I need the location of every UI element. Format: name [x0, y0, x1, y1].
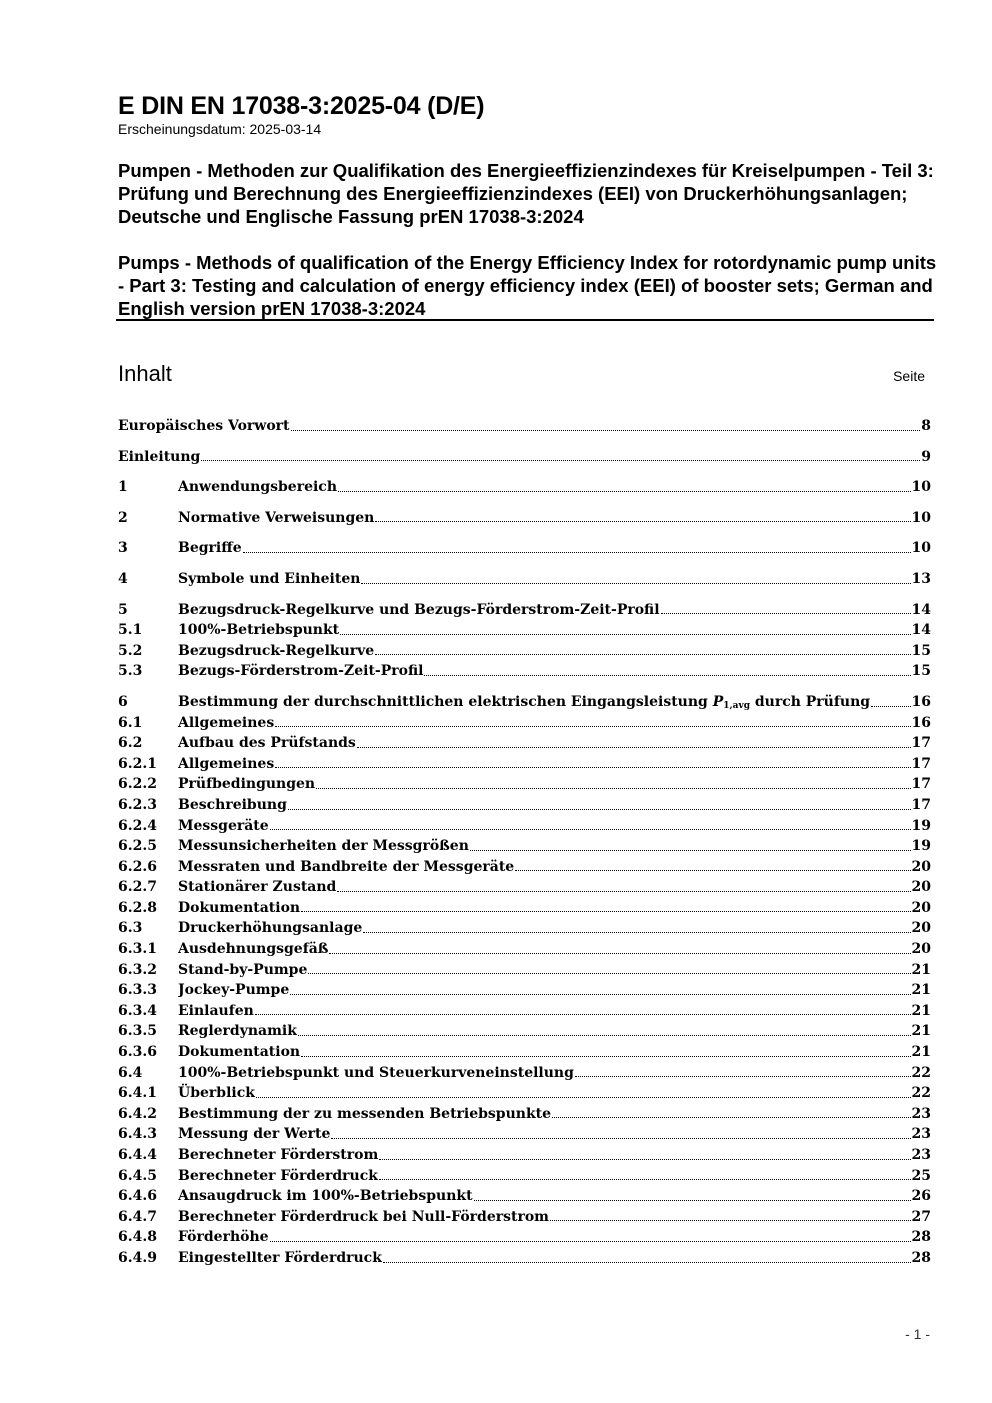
toc-leader-dots — [549, 1207, 912, 1228]
toc-leader-dots — [274, 754, 911, 775]
toc-entry-label: Jockey-Pumpe — [178, 982, 290, 999]
toc-entry[interactable] — [118, 1166, 931, 1187]
toc-entry[interactable] — [118, 569, 931, 590]
toc-leader-dots — [315, 774, 911, 795]
toc-entry[interactable] — [118, 477, 931, 498]
title-english: Pumps - Methods of qualification of the Energy Efficiency Index for rotordynamic pump units - Part 3: Testing and calculation of energy efficiency index (EEI) of booster sets; German and English version prEN 17038-3:2024 — [118, 252, 937, 319]
toc-leader-dots — [374, 508, 911, 529]
toc-entry-page: 28 — [911, 1229, 931, 1246]
toc-entry[interactable] — [118, 1083, 931, 1104]
toc-entry-page: 21 — [911, 1023, 931, 1040]
toc-entry-number: 6.4.7 — [118, 1208, 157, 1225]
toc-entry-page: 28 — [911, 1249, 931, 1266]
toc-entry[interactable] — [118, 1001, 931, 1022]
toc-entry-number: 6.4.5 — [118, 1167, 157, 1184]
toc-leader-dots — [289, 980, 911, 1001]
toc-entry-label: Stand-by-Pumpe — [178, 961, 308, 978]
power-symbol: P — [712, 693, 724, 710]
toc-entry[interactable] — [118, 857, 931, 878]
toc-entry-label: Berechneter Förderdruck — [178, 1167, 378, 1184]
contents-heading: Inhalt — [118, 361, 172, 386]
toc-entry-number: 2 — [118, 509, 128, 526]
toc-entry-page: 19 — [911, 838, 931, 855]
toc-entry-number: 6.3.4 — [118, 1002, 157, 1019]
toc-entry[interactable] — [118, 641, 931, 662]
toc-entry-label: Normative Verweisungen — [178, 509, 375, 526]
toc-entry[interactable] — [118, 960, 931, 981]
toc-entry[interactable] — [118, 898, 931, 919]
toc-entry[interactable] — [118, 877, 931, 898]
toc-entry-page: 10 — [911, 479, 931, 496]
power-subscript: 1,avg — [723, 700, 750, 711]
toc-entry-number: 5.2 — [118, 642, 143, 659]
toc-entry-number: 6.3.1 — [118, 941, 157, 958]
toc-leader-dots — [574, 1063, 912, 1084]
toc-entry-page: 15 — [911, 663, 931, 680]
toc-entry-number: 6.4.9 — [118, 1249, 157, 1266]
toc-entry[interactable] — [118, 754, 931, 775]
toc-entry-page: 10 — [911, 540, 931, 557]
toc-leader-dots — [200, 447, 921, 468]
toc-entry-number: 6.2 — [118, 735, 143, 752]
toc-leader-dots — [469, 836, 912, 857]
toc-entry-label: Bestimmung der zu messenden Betriebspunkte — [178, 1105, 552, 1122]
toc-leader-dots — [473, 1186, 912, 1207]
toc-entry-page: 10 — [911, 509, 931, 526]
toc-entry-number: 5.3 — [118, 663, 143, 680]
toc-entry-label: Allgemeines — [178, 714, 275, 731]
toc-entry-label: Anwendungsbereich — [178, 479, 337, 496]
toc-entry-number: 6.4.1 — [118, 1085, 157, 1102]
toc-entry-label: Allgemeines — [178, 755, 275, 772]
toc-entry[interactable] — [118, 1145, 931, 1166]
toc-entry-label: Beschreibung — [178, 796, 287, 813]
toc-entry-page: 20 — [911, 941, 931, 958]
toc-leader-dots — [660, 600, 912, 621]
toc-entry-page: 14 — [911, 601, 931, 618]
toc-entry-page: 14 — [911, 622, 931, 639]
toc-leader-dots — [300, 898, 911, 919]
toc-entry[interactable] — [118, 774, 931, 795]
toc-entry[interactable] — [118, 939, 931, 960]
publication-date: Erscheinungsdatum: 2025-03-14 — [118, 121, 322, 137]
toc-leader-dots — [336, 877, 911, 898]
title-divider — [116, 319, 934, 321]
toc-entry[interactable] — [118, 713, 931, 734]
toc-entry-number: 6.2.3 — [118, 796, 157, 813]
toc-entry-label: Förderhöhe — [178, 1229, 269, 1246]
toc-entry-label: Begriffe — [178, 540, 242, 557]
toc-entry-label: Dokumentation — [178, 899, 301, 916]
toc-entry[interactable] — [118, 1042, 931, 1063]
toc-entry[interactable] — [118, 733, 931, 754]
toc-entry-label: Europäisches Vorwort — [118, 418, 290, 434]
toc-entry-page: 22 — [911, 1085, 931, 1102]
toc-entry-label: Druckerhöhungsanlage — [178, 920, 363, 937]
toc-leader-dots — [254, 1001, 912, 1022]
toc-entry-label: Einlaufen — [178, 1002, 254, 1019]
toc-entry-number: 6.2.7 — [118, 879, 157, 896]
toc-entry-page: 27 — [911, 1208, 931, 1225]
toc-entry[interactable] — [118, 836, 931, 857]
toc-entry-number: 6 — [118, 693, 128, 710]
toc-entry-page: 26 — [911, 1188, 931, 1205]
toc-leader-dots — [870, 692, 911, 713]
toc-entry-label: Überblick — [178, 1085, 255, 1102]
toc-entry[interactable] — [118, 1021, 931, 1042]
toc-entry-page: 21 — [911, 982, 931, 999]
toc-entry[interactable] — [118, 600, 931, 621]
toc-entry-page: 21 — [911, 1044, 931, 1061]
toc-entry[interactable] — [118, 620, 931, 641]
toc-entry-label: 100%-Betriebspunkt und Steuerkurveneinstellung — [178, 1064, 574, 1081]
toc-leader-dots — [382, 1248, 912, 1269]
toc-entry-label: Bezugs-Förderstrom-Zeit-Profil — [178, 663, 424, 680]
toc-leader-dots — [242, 538, 912, 559]
toc-entry-page: 22 — [911, 1064, 931, 1081]
toc-leader-dots — [290, 416, 922, 437]
toc-leader-dots — [269, 1227, 912, 1248]
toc-entry-label: Berechneter Förderstrom — [178, 1147, 379, 1163]
toc-entry-label: Dokumentation — [178, 1044, 301, 1061]
toc-entry-page: 19 — [911, 817, 931, 834]
toc-entry[interactable] — [118, 795, 931, 816]
toc-leader-dots — [287, 795, 912, 816]
toc-leader-dots — [374, 641, 911, 662]
document-id: E DIN EN 17038-3:2025-04 (D/E) — [118, 92, 485, 120]
page-number: - 1 - — [905, 1326, 930, 1342]
toc-entry-label: Stationärer Zustand — [178, 879, 337, 896]
toc-entry[interactable] — [118, 1124, 931, 1145]
toc-entry-page: 16 — [911, 714, 931, 731]
toc-entry-page: 16 — [911, 693, 931, 710]
page-column-heading: Seite — [893, 368, 925, 384]
toc-entry-label: Messgeräte — [178, 817, 269, 834]
toc-leader-dots — [356, 733, 912, 754]
toc-entry-number: 4 — [118, 570, 128, 587]
toc-entry-number: 3 — [118, 540, 128, 557]
toc-entry[interactable] — [118, 1248, 931, 1269]
toc-entry-number: 6.2.6 — [118, 858, 157, 875]
toc-entry-number: 6.2.1 — [118, 755, 157, 772]
toc-entry-number: 6.2.2 — [118, 776, 157, 793]
toc-leader-dots — [551, 1104, 911, 1125]
toc-entry-number: 6.2.5 — [118, 838, 157, 855]
toc-entry-number: 6.4.2 — [118, 1105, 157, 1122]
toc-entry[interactable] — [118, 1207, 931, 1228]
toc-leader-dots — [328, 939, 911, 960]
toc-entry[interactable] — [118, 1063, 931, 1084]
toc-entry-page: 20 — [911, 858, 931, 875]
toc-entry-label: Reglerdynamik — [178, 1023, 297, 1040]
toc-entry-page: 25 — [911, 1167, 931, 1184]
toc-entry-label: Ansaugdruck im 100%-Betriebspunkt — [178, 1188, 473, 1205]
toc-entry-label — [178, 692, 870, 713]
toc-entry-label: Symbole und Einheiten — [178, 570, 361, 587]
toc-entry-page: 21 — [911, 961, 931, 978]
toc-entry-number: 6.2.8 — [118, 899, 157, 916]
toc-leader-dots — [255, 1083, 912, 1104]
toc-label-text: durch Prüfung — [749, 693, 871, 710]
toc-entry-page: 8 — [921, 418, 931, 434]
toc-entry-number: 6.4 — [118, 1064, 143, 1081]
toc-entry-number: 6.3.3 — [118, 982, 157, 999]
toc-entry-page: 23 — [911, 1105, 931, 1122]
toc-leader-dots — [297, 1021, 912, 1042]
toc-leader-dots — [378, 1145, 911, 1166]
toc-entry-number: 6.4.6 — [118, 1188, 157, 1205]
toc-entry[interactable] — [118, 1227, 931, 1248]
table-of-contents — [118, 416, 931, 1269]
toc-entry-page: 17 — [911, 776, 931, 793]
toc-entry-label: Aufbau des Prüfstands — [178, 735, 356, 752]
toc-entry[interactable] — [118, 980, 931, 1001]
toc-entry-page: 17 — [911, 735, 931, 752]
toc-entry-page: 17 — [911, 755, 931, 772]
toc-entry-number: 6.4.4 — [118, 1147, 157, 1163]
toc-entry[interactable] — [118, 447, 931, 468]
toc-entry-label: Berechneter Förderdruck bei Null-Förderstrom — [178, 1208, 549, 1225]
toc-leader-dots — [269, 816, 912, 837]
toc-entry-label: 100%-Betriebspunkt — [178, 622, 340, 639]
toc-entry-label: Prüfbedingungen — [178, 776, 316, 793]
toc-entry-number: 6.3.5 — [118, 1023, 157, 1040]
toc-entry-page: 21 — [911, 1002, 931, 1019]
toc-entry-number: 6.2.4 — [118, 817, 157, 834]
toc-entry-page: 17 — [911, 796, 931, 813]
toc-entry-number: 6.3.6 — [118, 1044, 157, 1061]
toc-entry-label: Messung der Werte — [178, 1126, 331, 1143]
toc-leader-dots — [360, 569, 911, 590]
toc-entry-number: 6.4.3 — [118, 1126, 157, 1143]
toc-entry-label: Bezugsdruck-Regelkurve und Bezugs-Förderstrom-Zeit-Profil — [178, 601, 660, 618]
toc-entry[interactable] — [118, 508, 931, 529]
toc-leader-dots — [514, 857, 911, 878]
toc-entry-label: Einleitung — [118, 448, 201, 465]
toc-entry-number: 6.3 — [118, 920, 143, 937]
toc-leader-dots — [362, 918, 911, 939]
toc-entry-page: 20 — [911, 920, 931, 937]
toc-entry-page: 23 — [911, 1147, 931, 1163]
toc-entry[interactable] — [118, 918, 931, 939]
toc-entry-number: 6.1 — [118, 714, 143, 731]
toc-entry-number: 5.1 — [118, 622, 143, 639]
toc-entry-page: 23 — [911, 1126, 931, 1143]
toc-leader-dots — [378, 1166, 912, 1187]
toc-leader-dots — [307, 960, 911, 981]
toc-entry-page: 15 — [911, 642, 931, 659]
toc-entry-page: 20 — [911, 879, 931, 896]
toc-entry-page: 20 — [911, 899, 931, 916]
toc-entry-label: Ausdehnungsgefäß — [178, 941, 329, 958]
title-german: Pumpen - Methoden zur Qualifikation des Energieeffizienzindexes für Kreiselpumpen - Teil 3: Prüfung und Berechnung des Energieeffizienzindexes (EEI) von Druckerhöhungsanlagen; Deutsche und Englische Fassung prEN 17038-3:2024 — [118, 160, 934, 227]
toc-entry-number: 6.3.2 — [118, 961, 157, 978]
toc-entry-label: Messraten und Bandbreite der Messgeräte — [178, 858, 515, 875]
toc-entry-number: 6.4.8 — [118, 1229, 157, 1246]
toc-entry[interactable] — [118, 538, 931, 559]
toc-leader-dots — [274, 713, 911, 734]
toc-entry[interactable] — [118, 1186, 931, 1207]
toc-entry[interactable] — [118, 416, 931, 437]
toc-leader-dots — [339, 620, 911, 641]
toc-entry-number: 1 — [118, 479, 128, 496]
toc-entry-page: 9 — [921, 448, 931, 465]
toc-entry[interactable] — [118, 692, 931, 713]
toc-label-text: Bestimmung der durchschnittlichen elektrischen Eingangsleistung — [178, 693, 713, 710]
toc-entry-label: Messunsicherheiten der Messgrößen — [178, 838, 469, 855]
toc-entry-page: 13 — [911, 570, 931, 587]
toc-leader-dots — [300, 1042, 911, 1063]
toc-entry-number: 5 — [118, 601, 128, 618]
toc-entry[interactable] — [118, 1104, 931, 1125]
toc-entry-label: Eingestellter Förderdruck — [178, 1249, 382, 1266]
toc-leader-dots — [423, 661, 911, 682]
toc-entry-label: Bezugsdruck-Regelkurve — [178, 642, 375, 659]
toc-leader-dots — [330, 1124, 911, 1145]
toc-entry[interactable] — [118, 816, 931, 837]
toc-leader-dots — [337, 477, 912, 498]
toc-entry[interactable] — [118, 661, 931, 682]
